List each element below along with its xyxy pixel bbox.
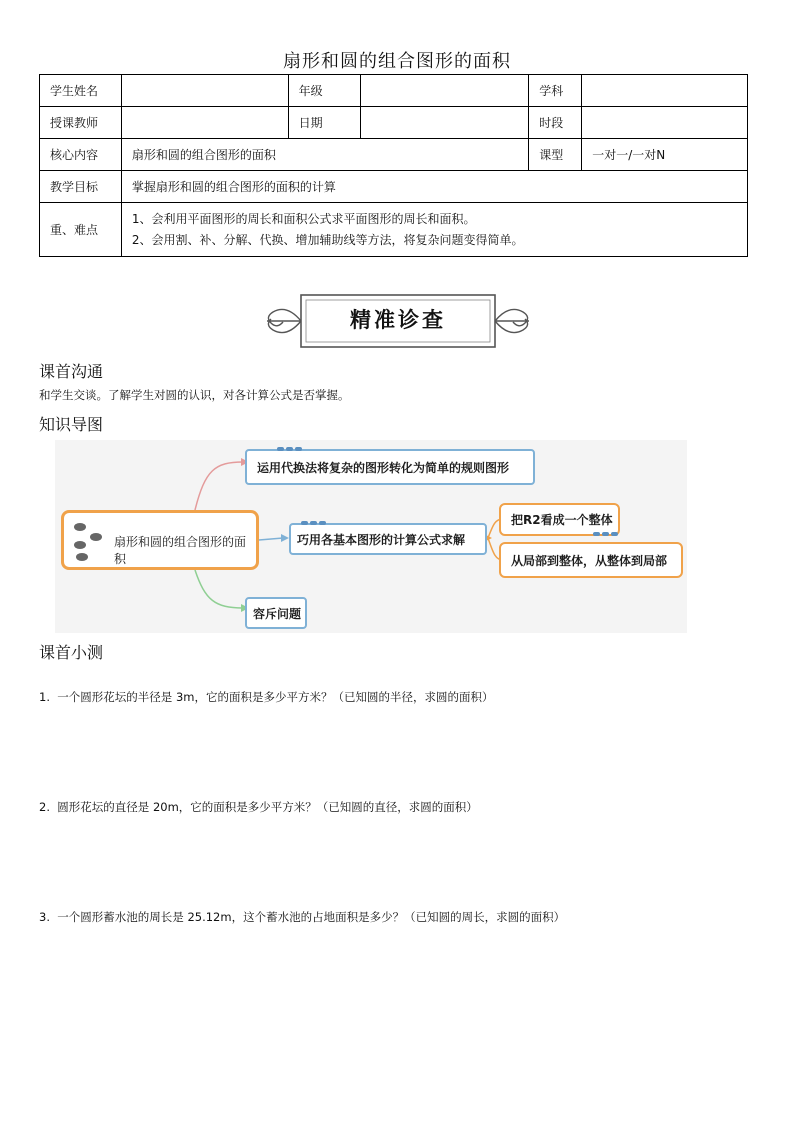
node-dots-icon <box>70 517 110 567</box>
arrow-marker <box>281 534 289 542</box>
student-name-label: 学生姓名 <box>40 75 122 107</box>
mindmap-sub-node-2-label: 从局部到整体，从整体到局部 <box>511 553 668 568</box>
grade-value <box>360 75 529 107</box>
subject-label: 学科 <box>529 75 582 107</box>
branch-line-bottom <box>195 570 243 608</box>
teacher-value <box>121 107 288 139</box>
mindmap-node-middle-label: 巧用各基本图形的计算公式求解 <box>297 532 466 547</box>
date-label: 日期 <box>288 107 360 139</box>
quiz-question-1 <box>39 689 493 705</box>
quiz-question-2 <box>39 799 478 815</box>
mindmap-sub-node-2 <box>499 542 683 578</box>
lesson-type-label: 课型 <box>529 139 582 171</box>
quiz-question-3 <box>39 909 565 925</box>
period-value <box>582 107 748 139</box>
knowledge-mindmap <box>55 440 687 633</box>
date-value <box>360 107 529 139</box>
question-number: 2. <box>39 800 50 814</box>
subject-value <box>582 75 748 107</box>
question-number: 1. <box>39 690 50 704</box>
core-content-label: 核心内容 <box>40 139 122 171</box>
key-point-item: 2、会用割、补、分解、代换、增加辅助线等方法，将复杂问题变得简单。 <box>131 232 524 247</box>
lesson-info-table <box>39 74 748 257</box>
teaching-goal-label: 教学目标 <box>40 171 122 203</box>
branch-line-top <box>195 462 243 510</box>
mindmap-root-node <box>61 510 259 570</box>
mindmap-node-bottom-label: 容斥问题 <box>253 606 302 621</box>
page-title: 扇形和圆的组合图形的面积 <box>283 51 511 72</box>
banner-title: 精准诊查 <box>350 307 446 332</box>
question-number: 3. <box>39 910 50 924</box>
mindmap-sub-node-1-label: 把R2看成一个整体 <box>511 513 613 527</box>
node-dots-icon <box>277 447 302 451</box>
mindmap-heading: 知识导图 <box>39 415 104 434</box>
core-content-value: 扇形和圆的组合图形的面积 <box>121 139 528 171</box>
quiz-heading: 课首小测 <box>39 643 104 662</box>
key-points-label: 重、难点 <box>40 203 122 257</box>
teaching-goal-value: 掌握扇形和圆的组合图形的面积的计算 <box>121 171 747 203</box>
communication-heading: 课首沟通 <box>39 362 104 381</box>
node-dots-icon <box>301 521 326 525</box>
period-label: 时段 <box>529 107 582 139</box>
section-banner <box>263 290 533 352</box>
communication-text: 和学生交谈。了解学生对圆的认识，对各计算公式是否掌握。 <box>39 388 350 402</box>
question-text: 一个圆形花坛的半径是 3m，它的面积是多少平方米？（已知圆的半径，求圆的面积） <box>57 690 494 704</box>
key-point-item: 1、会利用平面图形的周长和面积公式求平面图形的周长和面积。 <box>131 211 476 226</box>
student-name-value <box>121 75 288 107</box>
teacher-label: 授课教师 <box>40 107 122 139</box>
question-text: 圆形花坛的直径是 20m，它的面积是多少平方米？（已知圆的直径，求圆的面积） <box>57 800 478 814</box>
mindmap-node-bottom <box>245 597 307 629</box>
mindmap-node-top <box>245 449 535 485</box>
mindmap-node-top-label: 运用代换法将复杂的图形转化为简单的规则图形 <box>257 460 510 475</box>
mindmap-root-label: 扇形和圆的组合图形的面积 <box>114 535 247 566</box>
grade-label: 年级 <box>288 75 360 107</box>
key-points-cell <box>121 203 747 257</box>
mindmap-sub-node-1 <box>499 503 620 536</box>
lesson-type-value: 一对一/一对N <box>582 139 748 171</box>
question-text: 一个圆形蓄水池的周长是 25.12m，这个蓄水池的占地面积是多少？（已知圆的周长，求圆的面积） <box>57 910 566 924</box>
node-dots-icon <box>593 532 618 536</box>
branch-line-middle <box>259 538 283 540</box>
mindmap-node-middle <box>289 523 487 555</box>
